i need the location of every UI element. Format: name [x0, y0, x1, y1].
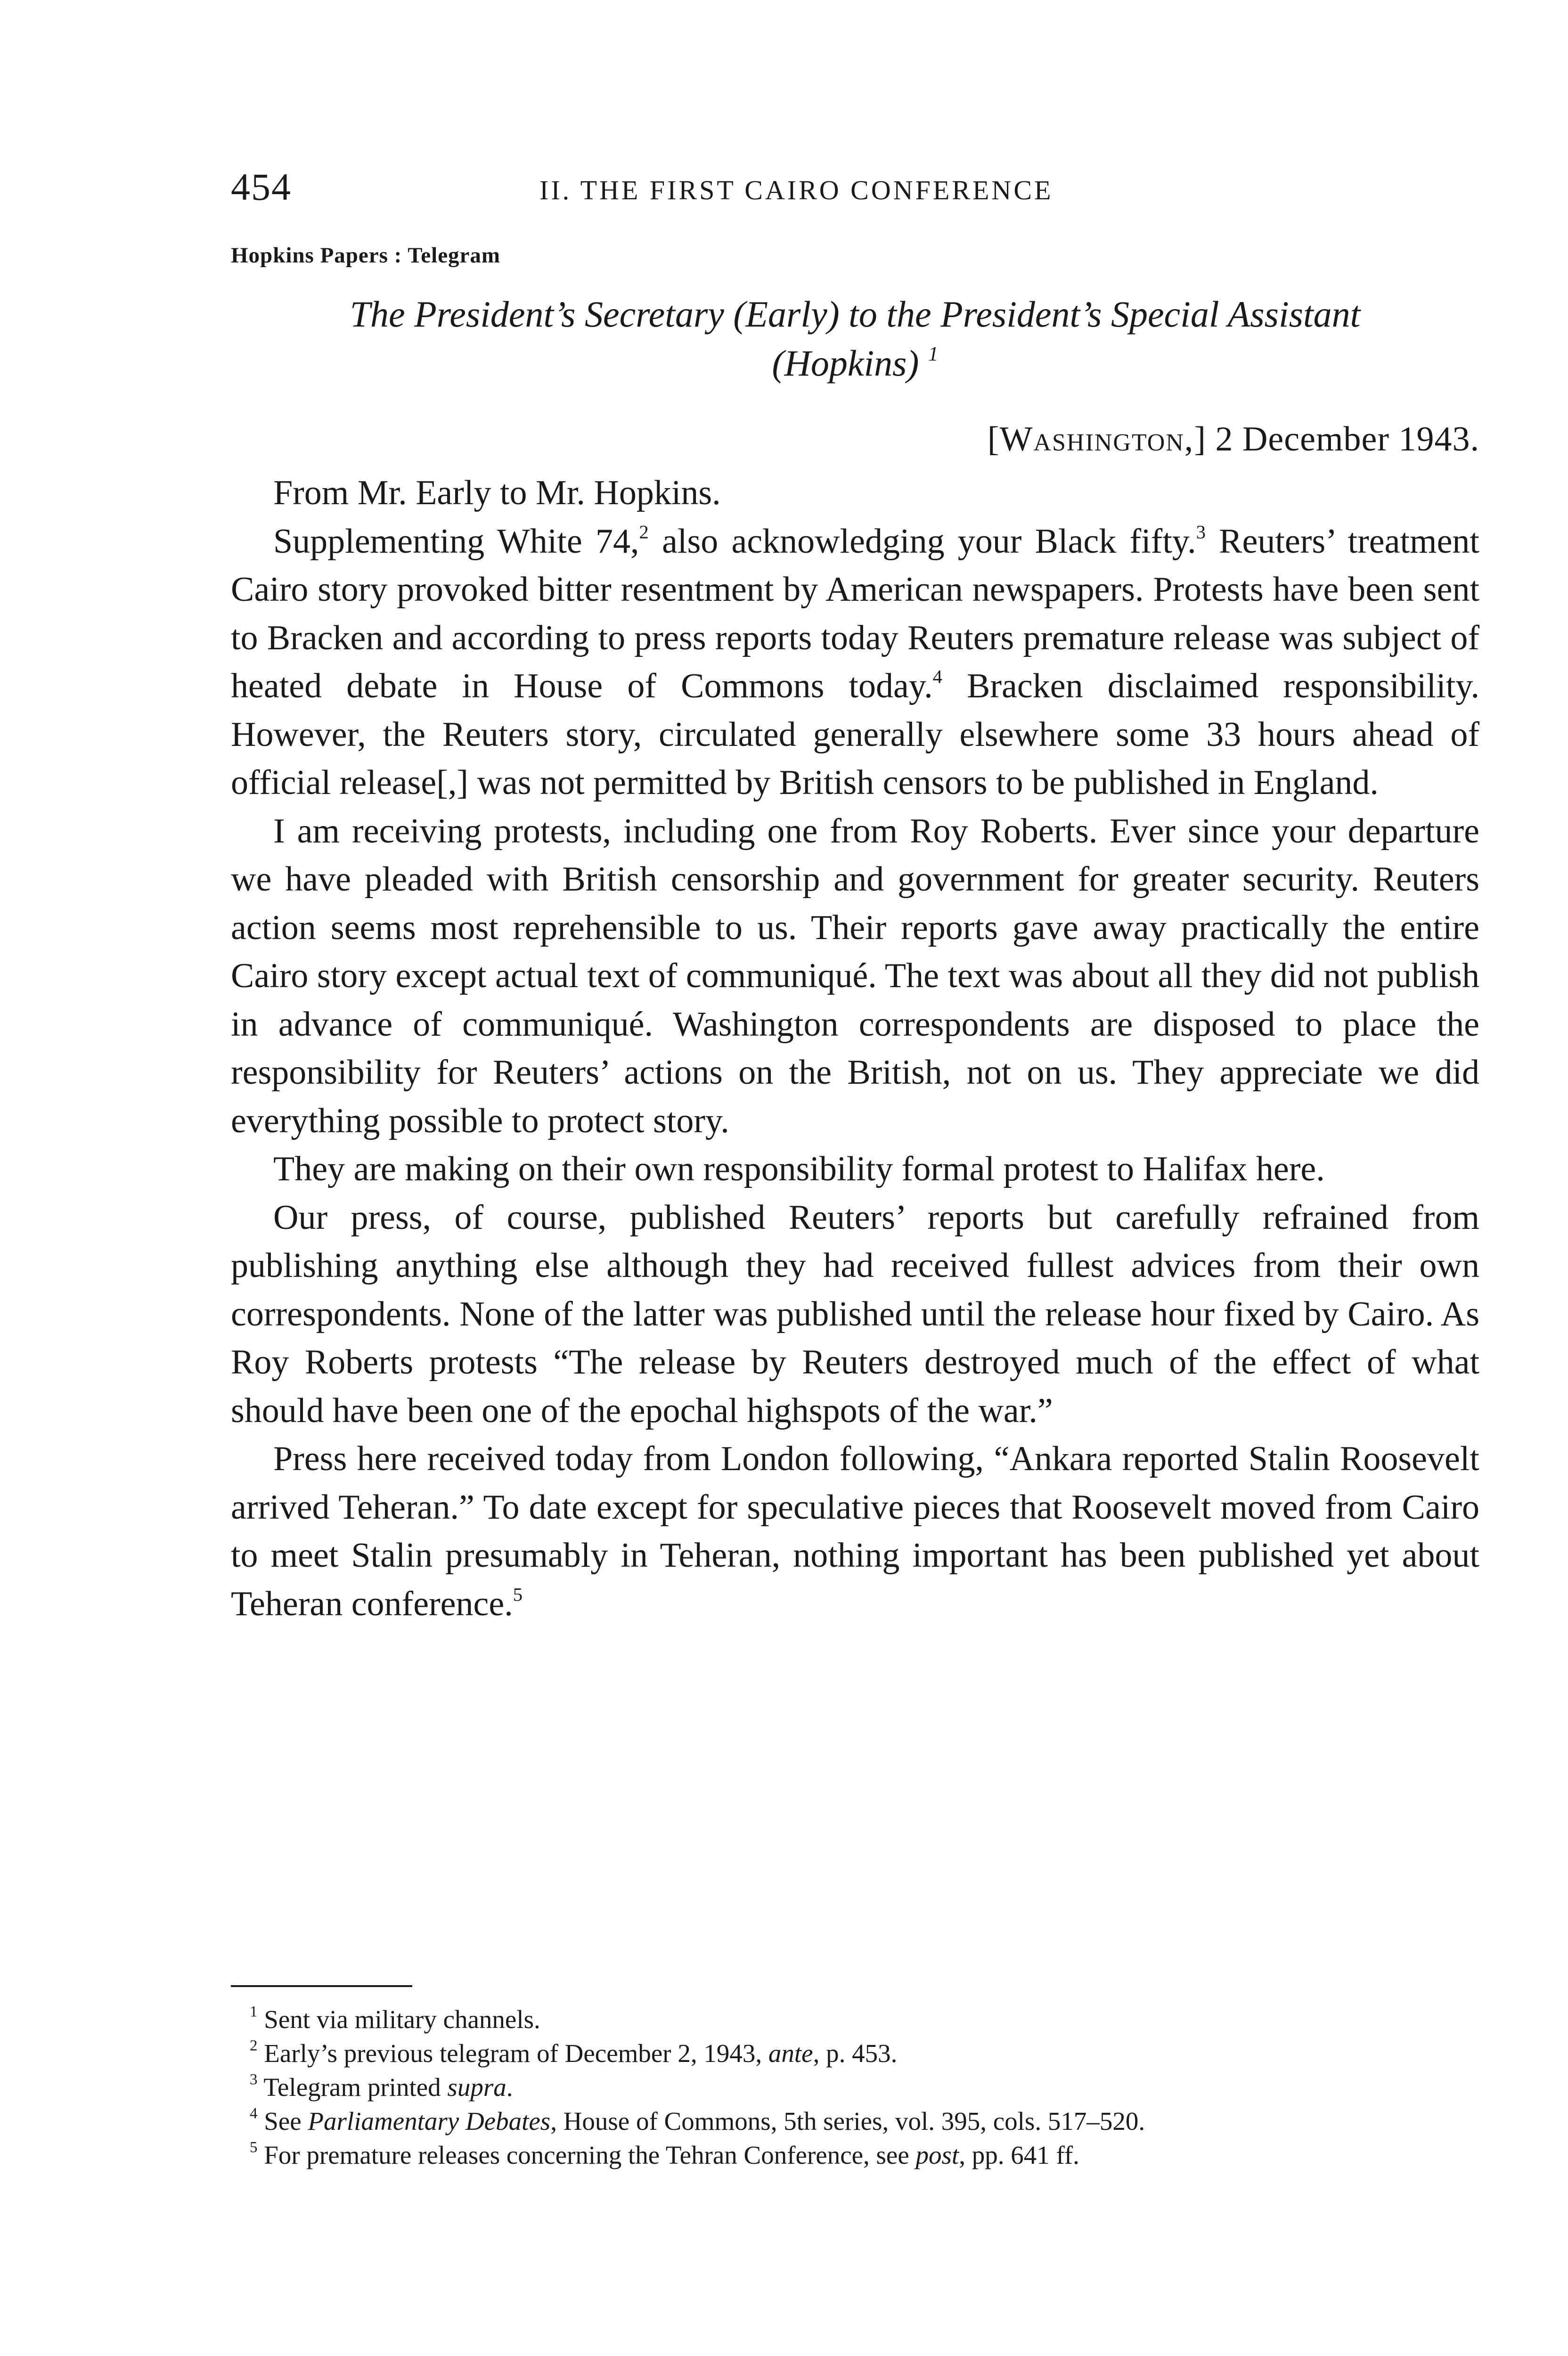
p1-text-c: Reuters’ treatment Cairo story provoked bitter resentment by American newspapers. Protests have been sent to Bracken and according to press reports today Reuters premature release was subject of heated debate in House of Commons today. — [231, 522, 1479, 705]
page-header — [231, 165, 1479, 207]
salutation-text: From Mr. Early to Mr. Hopkins. — [273, 474, 721, 512]
footnote-ref-4: 4 — [932, 666, 942, 687]
paragraph-1 — [231, 517, 1479, 807]
footnote-italic: supra — [447, 2073, 506, 2102]
footnote-text: , p. 453. — [813, 2039, 898, 2068]
p5-text: Press here received today from London following, “Ankara reported Stalin Roosevelt arrived Teheran.” To date except for speculative pieces that Roosevelt moved from Cairo to meet Stalin presumably in Teheran, nothing important has been published yet about Teheran conference. — [231, 1440, 1479, 1623]
title-line-2: (Hopkins) — [772, 343, 919, 384]
p1-text-a: Supplementing White 74, — [273, 522, 639, 561]
footnote-ref-2: 2 — [639, 521, 649, 542]
p1-text-b: also acknowledging your Black fifty. — [648, 522, 1196, 561]
paragraph-4: Our press, of course, published Reuters’ reports but carefully refrained from publishing anything else although they had received fullest advices from their own correspondents. None of the latter was published until the release hour fixed by Cairo. As Roy Roberts protests “The release by Reuters destroyed much of the effect of what should have been one of the epochal highspots of the war.” — [231, 1198, 1479, 1430]
footnote-number: 3 — [250, 2071, 258, 2088]
dateline-bracket-open: [ — [987, 420, 1000, 458]
footnote-ref-1: 1 — [928, 343, 939, 365]
dateline-bracket-close: ] — [1194, 420, 1206, 458]
footnote-3 — [231, 2070, 1479, 2104]
footnote-text: . — [506, 2073, 513, 2102]
footnote-2 — [231, 2037, 1479, 2070]
footnote-text: Telegram printed — [257, 2073, 448, 2102]
footnote-divider — [231, 1985, 412, 1987]
p1-text-d: Bracken disclaimed responsibility. However, the Reuters story, circulated generally elsewhere some 33 hours ahead of official release[,] was not permitted by British censors to be published in England. — [231, 667, 1479, 802]
footnote-ref-5: 5 — [513, 1583, 523, 1605]
document-source: Hopkins Papers : Telegram — [231, 243, 501, 268]
footnote-text: , pp. 641 ff. — [959, 2141, 1079, 2169]
page-number: 454 — [231, 165, 292, 208]
paragraph-3: They are making on their own responsibility formal protest to Halifax here. — [273, 1150, 1325, 1188]
footnote-ref-3: 3 — [1196, 521, 1206, 542]
footnote-1 — [231, 2003, 1479, 2037]
dateline — [988, 419, 1479, 459]
footnote-italic: post — [915, 2141, 959, 2169]
dateline-date: 2 December 1943. — [1206, 420, 1479, 458]
telegram-body — [231, 469, 1479, 1628]
footnote-italic: ante — [768, 2039, 813, 2068]
footnote-number: 2 — [250, 2037, 258, 2054]
title-line-1: The President’s Secretary (Early) to the President’s Special Assistant — [350, 294, 1361, 335]
salutation — [231, 469, 1479, 517]
dateline-place: Washington, — [999, 420, 1194, 458]
paragraph-5 — [231, 1435, 1479, 1628]
paragraph-2: I am receiving protests, including one from Roy Roberts. Ever since your departure we have pleaded with British censorship and government for greater security. Reuters action seems most reprehensible to us. Their reports gave away practically the entire Cairo story except actual text of communiqué. The text was about all they did not publish in advance of communiqué. Washington correspondents are disposed to place the responsibility for Reuters’ actions on the British, not on us. They appreciate we did everything possible to protect story. — [231, 811, 1479, 1140]
running-head: II. THE FIRST CAIRO CONFERENCE — [539, 175, 1054, 205]
document-title — [231, 290, 1479, 388]
footnote-italic: Parliamentary Debates — [308, 2107, 551, 2135]
footnote-text: For premature releases concerning the Tehran Conference, see — [257, 2141, 916, 2169]
footnote-4 — [231, 2104, 1479, 2138]
footnote-5 — [231, 2138, 1479, 2172]
footnote-text: See — [257, 2107, 308, 2135]
footnote-text: , House of Commons, 5th series, vol. 395, cols. 517–520. — [550, 2107, 1145, 2135]
footnotes — [231, 2003, 1479, 2172]
footnote-text: Sent via military channels. — [257, 2005, 540, 2034]
footnote-number: 4 — [250, 2105, 258, 2122]
footnote-text: Early’s previous telegram of December 2, 1943, — [257, 2039, 768, 2068]
footnote-number: 5 — [250, 2139, 258, 2156]
footnote-number: 1 — [250, 2003, 258, 2021]
